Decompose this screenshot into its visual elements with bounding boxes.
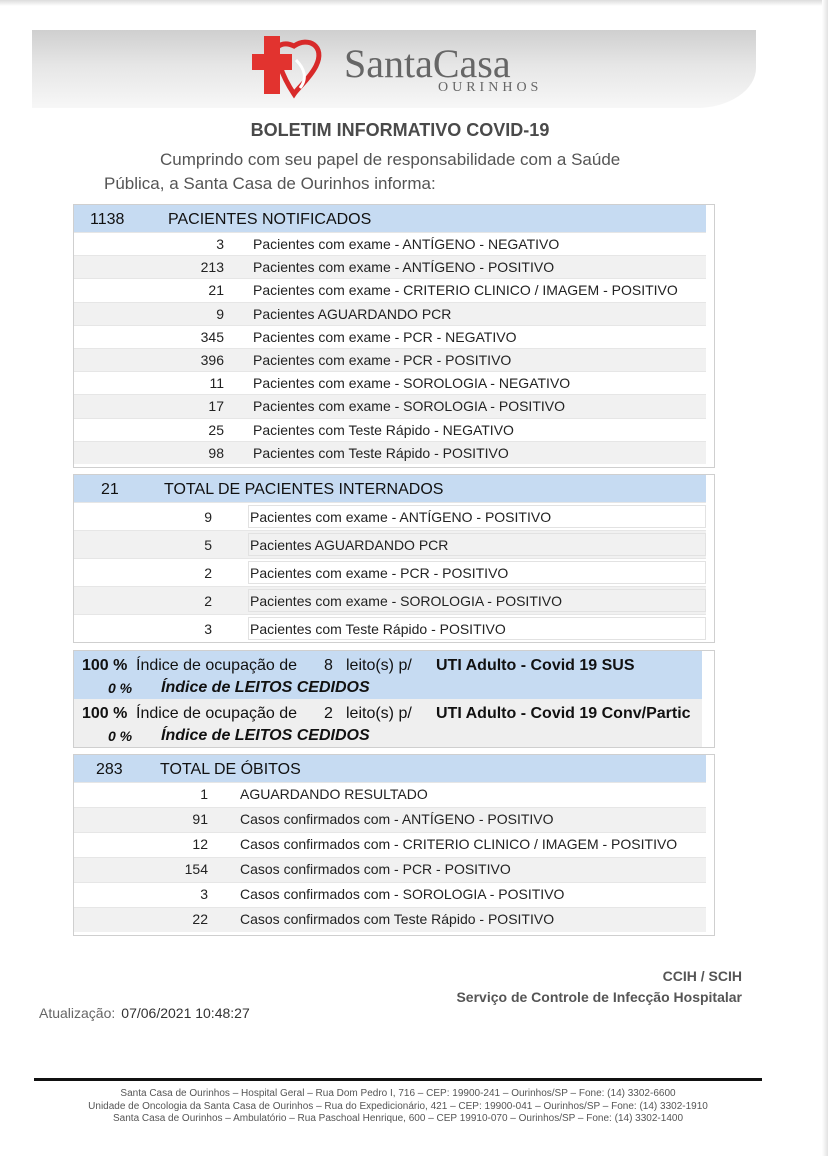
occupancy-text: Índice de ocupação de — [136, 657, 298, 674]
table-row — [74, 882, 706, 907]
table-row — [74, 857, 706, 882]
row-count: 213 — [200, 259, 224, 276]
occupancy-percent: 100 % — [82, 657, 128, 674]
table-row — [74, 530, 706, 558]
ceded-percent: 0 % — [108, 728, 133, 744]
update-value: 07/06/2021 10:48:27 — [121, 1005, 250, 1021]
table-row — [74, 907, 706, 932]
occupancy-text: Índice de ocupação de — [136, 705, 298, 722]
ceded-label: Índice de LEITOS CEDIDOS — [161, 679, 370, 696]
row-label: Pacientes com exame - PCR - NEGATIVO — [253, 328, 517, 345]
occupancy-unit: UTI Adulto - Covid 19 Conv/Partic — [436, 705, 691, 722]
row-count: 11 — [209, 375, 224, 392]
table-row — [74, 832, 706, 857]
row-label: AGUARDANDO RESULTADO — [240, 786, 428, 802]
row-label: Pacientes com exame - CRITERIO CLINICO / IMAGEM - POSITIVO — [253, 282, 678, 299]
footer-line-2: Unidade de Oncologia da Santa Casa de Ourinhos – Rua do Expedicionário, 421 – CEP: 19900-041 – Ourinhos/SP – Fone: (14) 3302-1910 — [88, 1101, 708, 1112]
notified-label: PACIENTES NOTIFICADOS — [168, 211, 372, 228]
page-title: BOLETIM INFORMATIVO COVID-19 — [250, 120, 550, 140]
table-row — [74, 614, 706, 642]
row-count: 154 — [184, 861, 208, 877]
admitted-total: 21 — [101, 481, 119, 498]
row-count: 2 — [204, 565, 212, 581]
occupancy-table — [73, 650, 715, 748]
row-label: Pacientes com exame - PCR - POSITIVO — [253, 351, 512, 368]
ccih-label: CCIH / SCIH — [662, 968, 742, 984]
row-count: 22 — [192, 911, 208, 927]
table-row — [74, 502, 706, 530]
row-count: 3 — [216, 236, 224, 252]
table-row — [74, 782, 706, 807]
logo-name: SantaCasa — [344, 41, 511, 86]
row-count: 5 — [204, 537, 212, 553]
row-count: 9 — [216, 305, 224, 322]
row-count: 1 — [200, 786, 208, 802]
table-row — [74, 348, 706, 371]
footer-divider — [34, 1078, 762, 1081]
logo-subtitle: OURINHOS — [438, 80, 543, 95]
admitted-table — [73, 474, 715, 643]
row-count: 91 — [192, 811, 208, 827]
scih-label: Serviço de Controle de Infecção Hospitalar — [456, 989, 742, 1005]
table-row — [74, 302, 706, 325]
admitted-label: TOTAL DE PACIENTES INTERNADOS — [164, 481, 444, 498]
table-row — [74, 586, 706, 614]
row-label: Casos confirmados com - CRITERIO CLINICO / IMAGEM - POSITIVO — [240, 836, 678, 852]
table-row — [74, 232, 706, 255]
row-count: 17 — [208, 398, 224, 415]
row-label: Pacientes com exame - SOROLOGIA - NEGATIVO — [253, 375, 571, 392]
table-row — [74, 255, 706, 278]
row-count: 2 — [204, 593, 212, 609]
footer-line-3: Santa Casa de Ourinhos – Ambulatório – Rua Paschoal Henrique, 600 – CEP 19910-070 – Ourinhos/SP – Fone: (14) 3302-1400 — [113, 1113, 683, 1124]
santa-casa-logo-icon — [250, 32, 334, 102]
deaths-label: TOTAL DE ÓBITOS — [160, 761, 301, 778]
row-label: Pacientes com Teste Rápido - POSITIVO — [253, 444, 509, 461]
row-label: Pacientes com Teste Rápido - POSITIVO — [250, 621, 506, 637]
table-row — [74, 807, 706, 832]
ceded-percent: 0 % — [108, 680, 133, 696]
footer-line-1: Santa Casa de Ourinhos – Hospital Geral – Rua Dom Pedro I, 716 – CEP: 19900-241 – Ourinhos/SP – Fone: (14) 3302-6600 — [120, 1088, 676, 1099]
table-row — [74, 418, 706, 441]
notified-header — [74, 205, 706, 232]
row-label: Casos confirmados com Teste Rápido - POSITIVO — [240, 911, 555, 927]
table-row — [74, 325, 706, 348]
row-label: Casos confirmados com - PCR - POSITIVO — [240, 861, 511, 877]
table-row — [74, 394, 706, 417]
update-label: Atualização: — [39, 1005, 116, 1021]
notified-total: 1138 — [90, 211, 125, 228]
row-label: Pacientes com exame - SOROLOGIA - POSITIVO — [250, 593, 562, 609]
page-edge-right — [822, 0, 828, 1156]
row-label: Casos confirmados com - ANTÍGENO - POSITIVO — [240, 811, 554, 827]
table-row — [74, 441, 706, 464]
row-label: Pacientes com exame - ANTÍGENO - POSITIVO — [253, 259, 555, 276]
row-label: Pacientes com Teste Rápido - NEGATIVO — [253, 421, 514, 438]
occupancy-row-conv — [74, 699, 702, 747]
occupancy-percent: 100 % — [82, 705, 128, 722]
deaths-table — [73, 754, 715, 936]
intro-line-2: Pública, a Santa Casa de Ourinhos informa: — [104, 174, 436, 193]
row-count: 345 — [200, 328, 224, 345]
intro-line-1: Cumprindo com seu papel de responsabilidade com a Saúde — [160, 150, 621, 169]
table-row — [74, 558, 706, 586]
header-banner — [32, 30, 756, 108]
notified-table — [73, 204, 715, 468]
occupancy-text2: leito(s) p/ — [346, 705, 412, 722]
deaths-total: 283 — [96, 761, 123, 778]
row-label: Pacientes com exame - ANTÍGENO - POSITIVO — [250, 509, 552, 525]
row-label: Pacientes com exame - ANTÍGENO - NEGATIVO — [253, 236, 560, 252]
row-count: 21 — [208, 282, 224, 299]
occupancy-row-sus — [74, 651, 702, 699]
row-label: Pacientes com exame - SOROLOGIA - POSITIVO — [253, 398, 565, 415]
row-label: Pacientes AGUARDANDO PCR — [253, 305, 452, 322]
row-count: 12 — [192, 836, 208, 852]
table-row — [74, 371, 706, 394]
row-count: 3 — [200, 886, 208, 902]
row-count: 3 — [204, 621, 212, 637]
row-label: Pacientes AGUARDANDO PCR — [250, 537, 449, 553]
row-count: 9 — [204, 509, 212, 525]
page-edge-top — [0, 0, 828, 6]
occupancy-beds: 2 — [324, 705, 333, 722]
deaths-header — [74, 755, 706, 782]
row-count: 396 — [200, 351, 224, 368]
occupancy-text2: leito(s) p/ — [346, 657, 412, 674]
occupancy-unit: UTI Adulto - Covid 19 SUS — [436, 657, 635, 674]
row-label: Casos confirmados com - SOROLOGIA - POSITIVO — [240, 886, 565, 902]
update-timestamp — [39, 1005, 250, 1021]
row-label: Pacientes com exame - PCR - POSITIVO — [250, 565, 509, 581]
row-count: 25 — [208, 421, 224, 438]
occupancy-beds: 8 — [324, 657, 333, 674]
table-row — [74, 278, 706, 301]
admitted-header — [74, 475, 706, 502]
row-count: 98 — [208, 444, 224, 461]
ceded-label: Índice de LEITOS CEDIDOS — [161, 727, 370, 744]
